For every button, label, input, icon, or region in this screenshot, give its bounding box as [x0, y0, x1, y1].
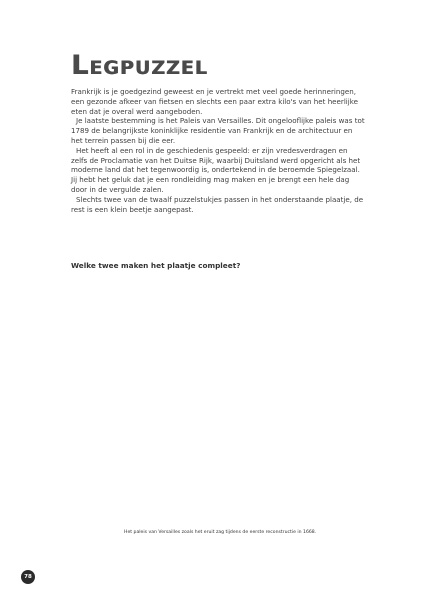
paragraph-3-line-1: Het heeft al een rol in de geschiedenis gespeeld: er zijn vredesverdragen en: [76, 145, 348, 155]
paragraph-2-line-3: het terrein passen bij die eer.: [71, 135, 176, 145]
page-number-badge: 78: [21, 570, 35, 584]
paragraph-3-line-3: moderne land dat het tegenwoordig is, ondertekend in de beroemde Spiegelzaal.: [71, 165, 360, 175]
paragraph-4-line-2: rest is een klein beetje aangepast.: [71, 204, 194, 214]
paragraph-3-line-2: zelfs de Proclamatie van het Duitse Rijk, waarbij Duitsland werd opgericht als het: [71, 155, 361, 165]
body-text: [71, 87, 363, 214]
paragraph-1-line-1: Frankrijk is je goedgezind geweest en je vertrekt met veel goede herinneringen,: [71, 87, 356, 96]
image-caption: Het paleis van Versailles zoals het eruit zag tijdens de eerste reconstructie in 1668.: [124, 530, 317, 535]
puzzle-question: Welke twee maken het plaatje compleet?: [71, 261, 241, 270]
paragraph-3-line-5: door in de vergulde zalen.: [71, 184, 164, 194]
paragraph-3-line-4: Jij hebt het geluk dat je een rondleiding mag maken en je brengt een hele dag: [71, 175, 350, 185]
paragraph-1-line-3: eten dat je overal werd aangeboden.: [71, 106, 203, 116]
paragraph-1-line-2: een gezonde afkeer van fietsen en slechts een paar extra kilo's van het heerlijke: [71, 96, 358, 106]
page-title: Legpuzzel: [71, 50, 208, 81]
paragraph-2-line-1: Je laatste bestemming is het Paleis van Versailles. Dit ongelooflijke paleis was tot: [76, 116, 365, 126]
paragraph-2-line-2: 1789 de belangrijkste koninklijke residentie van Frankrijk en de architectuur en: [71, 126, 353, 136]
paragraph-4-line-1: Slechts twee van de twaalf puzzelstukjes passen in het onderstaande plaatje, de: [76, 194, 364, 204]
